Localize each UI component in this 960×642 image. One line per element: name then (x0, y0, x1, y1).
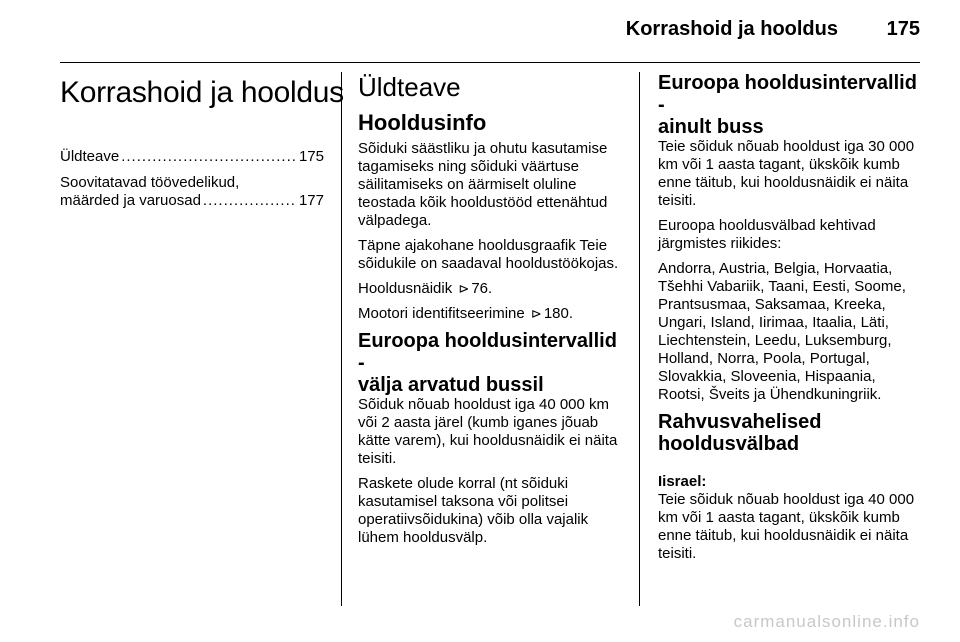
section-title: Üldteave (358, 72, 461, 102)
reference-page[interactable]: 76. (471, 280, 493, 297)
toc-entry-uldteave[interactable] (60, 148, 324, 166)
heading-line-1: Rahvusvahelised (658, 411, 822, 433)
europe-excl-bus-heading (358, 330, 626, 396)
europe-bus-country-list: Andorra, Austria, Belgia, Horvaatia, Tšehhi Vabariik, Taani, Eesti, Soome, Prantsusmaa, Saksamaa, Kreeka, Ungari, Island, Iirimaa, Itaalia, Läti, Liechtenstein, Leedu, Luksemburg, Holland, Norra, Poola, Portugal, Slovakkia, Sloveenia, Hispaania, Rootsi, Šveits ja Ühendkuningriik. (658, 260, 906, 403)
europe-excl-bus-paragraph-1: Sõiduk nõuab hooldust iga 40 000 km või 2 aasta järel (kumb iganes jõuab kätte varem), kui hooldusnäidik ei näita teisiti. (358, 396, 618, 467)
page-header-title: Korrashoid ja hooldus (625, 18, 838, 40)
chapter-title: Korrashoid ja hooldus (60, 76, 344, 109)
column-divider-1 (341, 72, 342, 606)
reference-arrow-icon: ⊳ (530, 306, 542, 321)
hooldusinfo-heading: Hooldusinfo (358, 110, 487, 135)
table-of-contents (60, 148, 324, 210)
toc-leader-dots (203, 192, 297, 210)
hooldusinfo-reference-1 (358, 280, 626, 298)
europe-bus-paragraph-2: Euroopa hooldusvälbad kehtivad järgmistes riikides: (658, 217, 876, 252)
toc-entry-toovedelikud[interactable] (60, 174, 324, 210)
country-label-israel: Iisrael: (658, 473, 707, 490)
heading-line-2: välja arvatud bussil (358, 374, 544, 396)
heading-line-2: hooldusvälbad (658, 433, 800, 455)
intervals-column (658, 72, 926, 570)
toc-entry-text: Üldteave (60, 148, 120, 165)
reference-text: Hooldusnäidik (358, 280, 453, 297)
heading-line-1: Euroopa hooldusintervallid - (358, 330, 617, 374)
reference-text: Mootori identifitseerimine (358, 305, 525, 322)
reference-page[interactable]: 180. (543, 305, 574, 322)
watermark-logo: carmanualsonline.info (733, 612, 920, 631)
toc-entry-text-line1: Soovitatavad töövedelikud, (60, 174, 240, 191)
hooldusinfo-reference-2 (358, 305, 626, 323)
column-divider-2 (639, 72, 640, 606)
heading-line-2: ainult buss (658, 116, 764, 138)
chapter-column (60, 62, 344, 218)
hooldusinfo-paragraph-2: Täpne ajakohane hooldusgraafik Teie sõidukile on saadaval hooldustöökojas. (358, 237, 619, 272)
international-heading (658, 411, 926, 455)
israel-paragraph: Teie sõiduk nõuab hooldust iga 40 000 km või 1 aasta tagant, ükskõik kumb enne täitub, kui hooldusnäidik ei näita teisiti. (658, 491, 915, 562)
europe-excl-bus-paragraph-2: Raskete olude korral (nt sõiduki kasutamisel taksona või politsei operatiivsõidukina) võib olla vajalik lühem hooldusvälp. (358, 475, 589, 546)
hooldusinfo-paragraph-1: Sõiduki säästliku ja ohutu kasutamise tagamiseks ning sõiduki väärtuse säilitamiseks on äärmiselt oluline teostada kõik hooldustööd ettenähtud välpadega. (358, 140, 608, 229)
heading-line-1: Euroopa hooldusintervallid - (658, 72, 917, 116)
general-info-column (358, 72, 626, 554)
europe-bus-paragraph-1: Teie sõiduk nõuab hooldust iga 30 000 km või 1 aasta tagant, ükskõik kumb enne täitub, kui hooldusnäidik ei näita teisiti. (658, 138, 915, 209)
toc-leader-dots (121, 148, 297, 166)
europe-bus-heading (658, 72, 926, 138)
toc-entry-page: 177 (298, 192, 324, 209)
reference-arrow-icon: ⊳ (458, 281, 470, 296)
toc-entry-text: määrded ja varuosad (60, 192, 201, 209)
toc-entry-page: 175 (298, 148, 324, 165)
page-number: 175 (886, 18, 920, 40)
